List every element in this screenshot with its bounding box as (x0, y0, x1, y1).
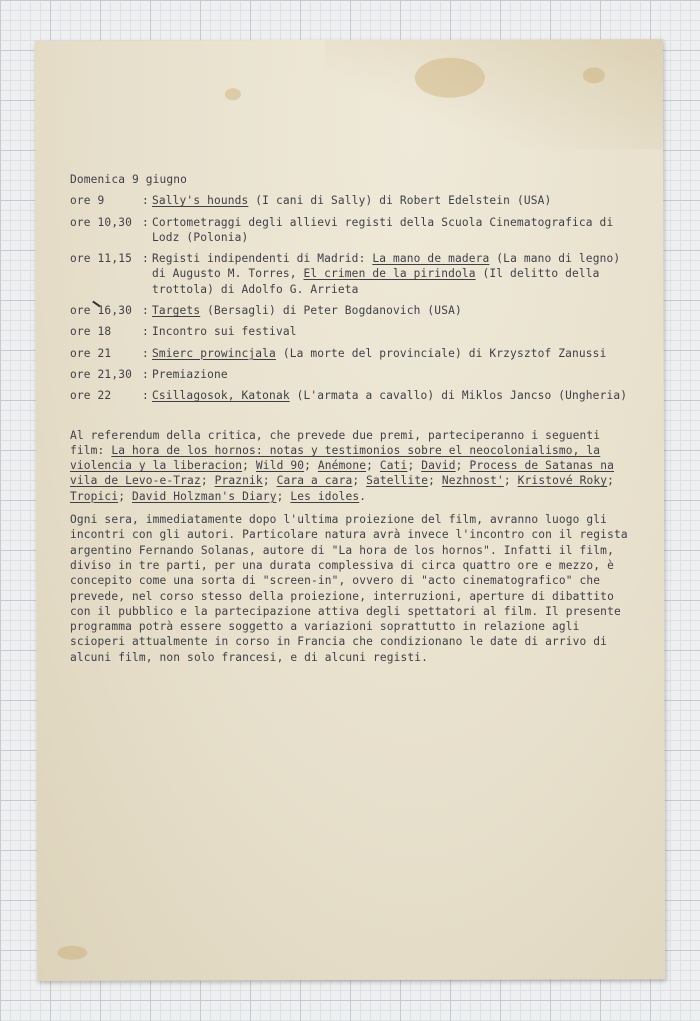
film-title: Targets (152, 304, 201, 318)
film-title: Csillagosok, Katonak (152, 389, 290, 403)
schedule-row (70, 251, 630, 297)
schedule-row (70, 193, 630, 208)
schedule-time: ore 18 (70, 325, 112, 339)
stain-mark (583, 67, 605, 83)
schedule-description (152, 388, 630, 403)
film-title: Cara a cara (276, 474, 353, 488)
text-run: ; (276, 489, 291, 503)
colon-separator: : (142, 252, 149, 266)
schedule-row (70, 346, 630, 361)
text-run: Ogni sera, immediatamente dopo l'ultima proiezione del film, avranno luogo gli incontri con gli autori. Particolare natura avrà invece l'incontro con il regista argentino Fernando Solanas, autore di "La hora de los hornos". Infatti il film, diviso in tre parti, per una durata complessiva di circa quattro ore e mezzo, è concepito come una sorta di "screen-in", ovvero di "acto cinematografico" che prevede, nel corso stesso della proiezione, interruzioni, aperture di dibattito con il pubblico e la partecipazione attiva degli spettatori al film. Il presente programma potrà essere soggetto a variazioni soprattutto in relazione agli scioperi attualmente in corso in Francia che condizionano le date di arrivo di alcuni film, non solo francesi, e di alcuni registi. (70, 513, 628, 664)
date-heading: Domenica 9 giugno (70, 173, 188, 186)
film-title: La mano de madera (372, 252, 490, 266)
schedule-description (152, 215, 630, 246)
colon-separator: : (142, 346, 149, 360)
film-title: Cati (379, 459, 408, 473)
colon-separator: : (142, 304, 149, 318)
schedule-description (152, 346, 630, 361)
film-title: Smierc prowincjala (152, 346, 276, 360)
film-title: Nezhnost' (441, 474, 504, 488)
schedule-row (70, 303, 630, 318)
schedule-description (152, 193, 630, 208)
text-run: (La mano di legno) di Augusto M. Torres, (152, 252, 621, 281)
colon-separator: : (142, 389, 149, 403)
film-title: Sally's hounds (152, 194, 249, 208)
text-run: ; (242, 459, 256, 473)
stain-mark (57, 946, 87, 960)
text-run: ; (503, 474, 518, 488)
schedule-time: ore 11,15 (70, 252, 132, 266)
text-run: ; (455, 459, 470, 473)
schedule-description (152, 367, 630, 382)
text-run: Al referendum della critica, che prevede due premi, parteciperanno i seguenti film: (70, 428, 601, 457)
film-title: Process de Satanas na vila de Levo-e-Traz (70, 459, 615, 488)
text-run: (Il delitto della trottola) di Adolfo G. Arrieta (152, 267, 600, 296)
schedule-description (152, 251, 630, 297)
film-title: David (421, 459, 456, 473)
film-title: La hora de los hornos: notas y testimonios sobre el neocolonialismo, la violencia y la liberacion (70, 443, 601, 473)
schedule-description (152, 303, 630, 318)
text-run: ; (262, 474, 277, 488)
schedule-description (152, 324, 630, 339)
schedule-row (70, 324, 630, 339)
colon-separator: : (142, 325, 149, 339)
text-run: Cortometraggi degli allievi registi della Scuola Cinematografica di Lodz (Polonia) (152, 215, 614, 244)
text-run: ; (428, 474, 442, 488)
text-run: ; (200, 474, 215, 488)
text-run: (La morte del provinciale) di Krzysztof Zanussi (275, 346, 607, 360)
schedule-row (70, 215, 630, 246)
colon-separator: : (142, 194, 149, 208)
film-title: Wild 90 (255, 459, 305, 473)
film-title: Praznik (214, 474, 263, 488)
schedule-time: ore 21 (70, 346, 112, 360)
referendum-paragraph (70, 428, 630, 504)
text-run: (Bersagli) di Peter Bogdanovich (USA) (200, 304, 462, 318)
colon-separator: : (142, 215, 149, 229)
colon-separator: : (142, 367, 149, 381)
film-title: Satellite (366, 474, 429, 488)
text-run: ; (607, 474, 615, 488)
text-run: . (359, 489, 367, 503)
schedule-time: ore 10,30 (70, 215, 132, 229)
text-run: ; (407, 459, 422, 473)
film-title: El crimen de la pirindola (303, 267, 476, 281)
text-run: ; (304, 459, 318, 473)
text-run: Premiazione (152, 367, 228, 381)
text-run: ; (366, 459, 380, 473)
schedule-time: ore 22 (70, 389, 112, 403)
film-title: Les idoles (290, 489, 360, 503)
schedule-row (70, 388, 630, 403)
notes-paragraph (70, 512, 630, 665)
film-title: David Holzman's Diary (131, 489, 277, 503)
schedule-time: ore 9 (70, 194, 105, 208)
text-run: ; (118, 489, 132, 503)
film-title: Kristové Roky (517, 474, 608, 488)
schedule-time: ore 21,30 (70, 367, 132, 381)
film-title: Tropici (70, 489, 119, 503)
schedule-list (70, 193, 630, 403)
stain-mark (225, 88, 241, 100)
text-run: Registi indipendenti di Madrid: (152, 252, 373, 266)
text-run: (L'armata a cavallo) di Miklos Jancso (Ungheria) (289, 389, 628, 403)
film-title: Anémone (317, 459, 367, 473)
typed-text (70, 172, 630, 665)
schedule-time: ore 16,30 (70, 304, 132, 318)
text-run: Incontro sui festival (152, 325, 297, 339)
text-run: (I cani di Sally) di Robert Edelstein (USA) (248, 194, 552, 208)
text-run: ; (352, 474, 367, 488)
schedule-row (70, 367, 630, 382)
stain-mark (415, 58, 485, 98)
